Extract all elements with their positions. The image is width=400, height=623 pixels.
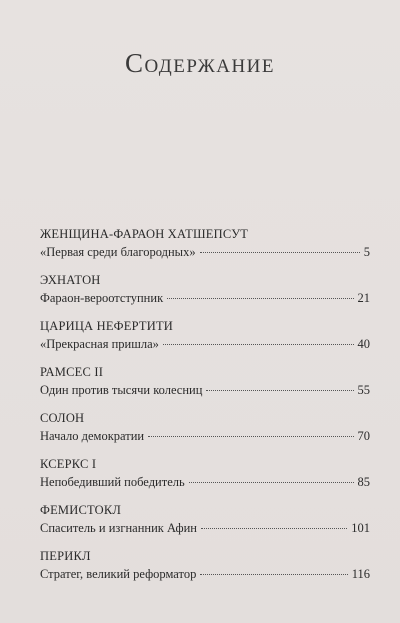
toc-entry-row	[40, 519, 370, 538]
dot-leader	[200, 574, 347, 575]
toc-entry-heading: ПЕРИКЛ	[40, 549, 91, 563]
toc-entry-page-number: 5	[363, 245, 370, 259]
table-of-contents	[40, 225, 370, 593]
toc-entry-subtitle: Начало демократии	[40, 429, 145, 443]
toc-entry-heading: ЦАРИЦА НЕФЕРТИТИ	[40, 319, 174, 333]
toc-entry-page-number: 55	[357, 383, 370, 397]
toc-entry	[40, 225, 370, 271]
toc-entry-heading: ФЕМИСТОКЛ	[40, 503, 122, 517]
toc-entry-row	[40, 335, 370, 354]
toc-entry-row	[40, 243, 370, 262]
toc-entry-subtitle: «Прекрасная пришла»	[40, 337, 159, 351]
toc-entry-heading: КСЕРКС I	[40, 457, 97, 471]
dot-leader	[148, 436, 353, 437]
toc-entry-subtitle: Непобедивший победитель	[40, 475, 185, 489]
toc-entry	[40, 317, 370, 363]
page-title: Содержание	[124, 48, 276, 78]
toc-entry-row	[40, 289, 370, 308]
dot-leader	[206, 390, 353, 391]
dot-leader	[167, 298, 353, 299]
toc-entry-heading: ЖЕНЩИНА-ФАРАОН ХАТШЕПСУТ	[40, 227, 249, 241]
toc-entry-subtitle: Стратег, великий реформатор	[40, 567, 197, 581]
dot-leader	[201, 528, 347, 529]
toc-entry	[40, 409, 370, 455]
toc-entry-page-number: 101	[351, 521, 370, 535]
toc-entry-page-number: 21	[357, 291, 370, 305]
toc-entry-row	[40, 473, 370, 492]
toc-entry-page-number: 40	[357, 337, 370, 351]
toc-entry	[40, 363, 370, 409]
toc-entry-row	[40, 381, 370, 400]
toc-entry-heading: РАМСЕС II	[40, 365, 104, 379]
toc-entry	[40, 455, 370, 501]
toc-entry-page-number: 70	[357, 429, 370, 443]
toc-entry-heading: СОЛОН	[40, 411, 85, 425]
toc-entry-heading: ЭХНАТОН	[40, 273, 101, 287]
toc-entry-subtitle: Фараон-вероотступник	[40, 291, 164, 305]
dot-leader	[200, 252, 360, 253]
toc-entry	[40, 271, 370, 317]
toc-entry-page-number: 116	[351, 567, 370, 581]
toc-entry	[40, 547, 370, 593]
dot-leader	[163, 344, 354, 345]
toc-entry-subtitle: «Первая среди благородных»	[40, 245, 196, 259]
toc-entry-page-number: 85	[357, 475, 370, 489]
toc-entry-row	[40, 565, 370, 584]
toc-entry-subtitle: Спаситель и изгнанник Афин	[40, 521, 197, 535]
toc-entry-subtitle: Один против тысячи колесниц	[40, 383, 203, 397]
dot-leader	[189, 482, 354, 483]
toc-entry-row	[40, 427, 370, 446]
toc-entry	[40, 501, 370, 547]
